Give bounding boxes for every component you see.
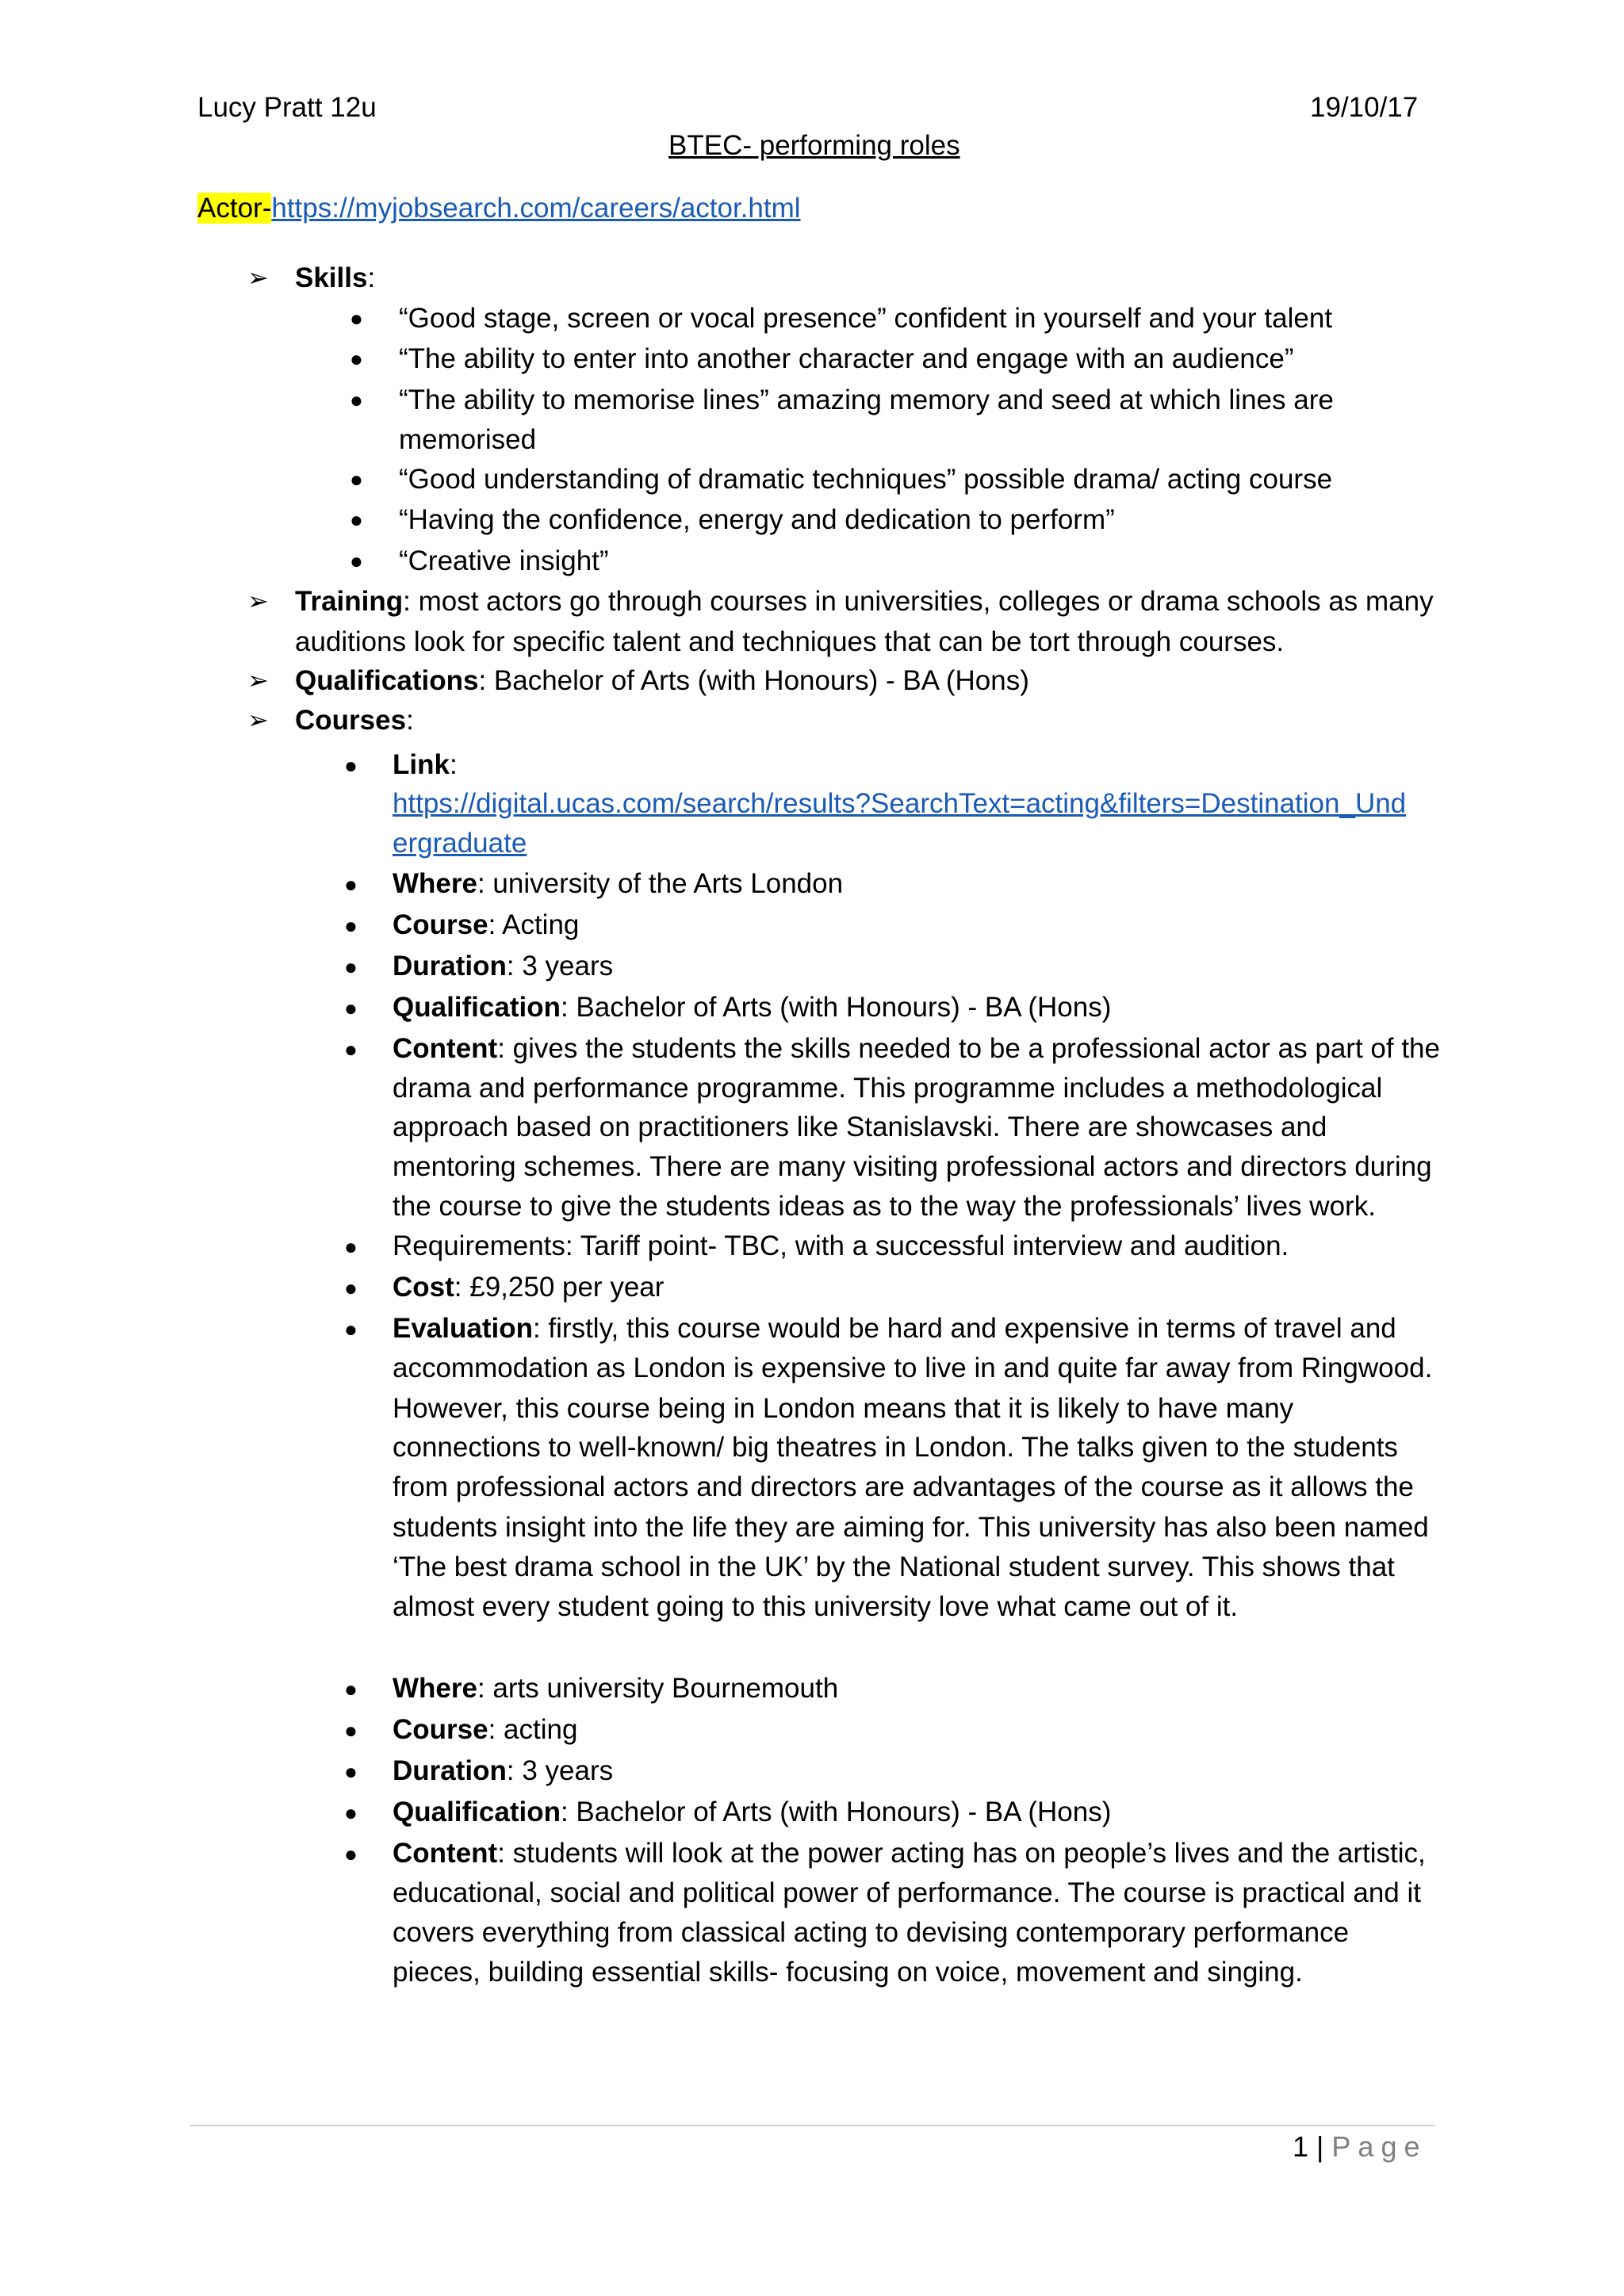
- course-duration: Duration: 3 years: [393, 951, 614, 982]
- actor-link[interactable]: https://myjobsearch.com/careers/actor.html: [271, 193, 801, 224]
- course2-name: Course: acting: [393, 1714, 578, 1745]
- page-footer: [1293, 2130, 1427, 2163]
- course2-qualification: Qualification: Bachelor of Arts (with Honours) - BA (Hons): [393, 1797, 1112, 1827]
- bullet-icon: ●: [344, 1677, 358, 1701]
- course-where: Where: university of the Arts London: [393, 868, 844, 899]
- evaluation-line: However, this course being in London means that it is likely to have many: [393, 1393, 1294, 1424]
- bullet-icon: ●: [350, 467, 363, 492]
- course2-duration: Duration: 3 years: [393, 1755, 614, 1786]
- arrow-bullet-icon: ➢: [247, 263, 269, 292]
- bullet-icon: ●: [344, 1759, 358, 1784]
- bullet-icon: ●: [344, 1276, 358, 1300]
- bullet-icon: ●: [344, 1718, 358, 1743]
- course2-content-line: covers everything from classical acting to devising contemporary performance: [393, 1917, 1350, 1948]
- course-content-line: mentoring schemes. There are many visiting professional actors and directors during: [393, 1151, 1432, 1182]
- bullet-icon: ●: [350, 507, 363, 532]
- author-name: Lucy Pratt 12u: [197, 92, 377, 123]
- footer-separator: |: [1316, 2130, 1324, 2163]
- training-line-continued: auditions look for specific talent and techniques that can be tort through courses.: [295, 626, 1285, 657]
- course-evaluation: Evaluation: firstly, this course would be hard and expensive in terms of travel and: [393, 1313, 1396, 1344]
- skill-item: “The ability to enter into another character and engage with an audience”: [399, 343, 1294, 374]
- bullet-icon: ●: [344, 872, 358, 897]
- actor-label: Actor-: [197, 193, 272, 224]
- ucas-link-continued[interactable]: ergraduate: [393, 828, 527, 859]
- course2-content-line: pieces, building essential skills- focusing on voice, movement and singing.: [393, 1957, 1303, 1988]
- skill-item: “Creative insight”: [399, 545, 609, 576]
- skill-item: “Good stage, screen or vocal presence” confident in yourself and your talent: [399, 303, 1333, 334]
- page-word: Page: [1331, 2130, 1427, 2163]
- skill-item: “Good understanding of dramatic techniques” possible drama/ acting course: [399, 464, 1333, 495]
- bullet-icon: ●: [350, 388, 363, 412]
- course-content: Content: gives the students the skills needed to be a professional actor as part of the: [393, 1033, 1440, 1064]
- page-title: BTEC- performing roles: [668, 130, 960, 161]
- skills-heading: Skills:: [295, 262, 376, 293]
- skill-item: “The ability to memorise lines” amazing memory and seed at which lines are: [399, 385, 1334, 415]
- course-link-label: Link:: [393, 749, 458, 780]
- qualifications-line: Qualifications: Bachelor of Arts (with Honours) - BA (Hons): [295, 665, 1029, 696]
- courses-heading: Courses:: [295, 705, 414, 736]
- bullet-icon: ●: [344, 1037, 358, 1062]
- evaluation-line: connections to well-known/ big theatres in London. The talks given to the students: [393, 1432, 1398, 1463]
- skill-item-continued: memorised: [399, 424, 537, 455]
- bullet-icon: ●: [344, 1842, 358, 1866]
- course2-content: Content: students will look at the power acting has on people’s lives and the artistic,: [393, 1838, 1426, 1869]
- footer-divider: [190, 2125, 1435, 2126]
- evaluation-line: almost every student going to this university love what came out of it.: [393, 1591, 1239, 1622]
- course-content-line: drama and performance programme. This programme includes a methodological: [393, 1073, 1383, 1104]
- course-content-line: the course to give the students ideas as to the way the professionals’ lives work.: [393, 1191, 1376, 1222]
- course-qualification: Qualification: Bachelor of Arts (with Honours) - BA (Hons): [393, 992, 1112, 1023]
- document-date: 19/10/17: [1310, 92, 1419, 123]
- bullet-icon: ●: [344, 1800, 358, 1825]
- training-line: Training: most actors go through courses in universities, colleges or drama schools as many: [295, 586, 1434, 617]
- bullet-icon: ●: [350, 346, 363, 371]
- bullet-icon: ●: [350, 549, 363, 573]
- course2-where: Where: arts university Bournemouth: [393, 1673, 839, 1704]
- bullet-icon: ●: [344, 955, 358, 979]
- course-requirements: Requirements: Tariff point- TBC, with a successful interview and audition.: [393, 1230, 1289, 1261]
- bullet-icon: ●: [344, 996, 358, 1020]
- evaluation-line: accommodation as London is expensive to live in and quite far away from Ringwood.: [393, 1353, 1433, 1383]
- skill-item: “Having the confidence, energy and dedication to perform”: [399, 504, 1115, 535]
- course-name: Course: Acting: [393, 909, 580, 940]
- evaluation-line: ‘The best drama school in the UK’ by the National student survey. This shows that: [393, 1552, 1395, 1582]
- bullet-icon: ●: [344, 913, 358, 938]
- arrow-bullet-icon: ➢: [247, 706, 269, 734]
- arrow-bullet-icon: ➢: [247, 666, 269, 695]
- actor-heading: [197, 194, 801, 222]
- bullet-icon: ●: [344, 1234, 358, 1259]
- ucas-link[interactable]: https://digital.ucas.com/search/results?SearchText=acting&filters=Destination_Und: [393, 788, 1407, 819]
- course-content-line: approach based on practitioners like Stanislavski. There are showcases and: [393, 1112, 1327, 1142]
- evaluation-line: from professional actors and directors are advantages of the course as it allows the: [393, 1471, 1414, 1502]
- bullet-icon: ●: [350, 306, 363, 331]
- arrow-bullet-icon: ➢: [247, 587, 269, 615]
- course2-content-line: educational, social and political power of performance. The course is practical and it: [393, 1877, 1421, 1908]
- course-cost: Cost: £9,250 per year: [393, 1272, 665, 1303]
- bullet-icon: ●: [344, 1317, 358, 1341]
- evaluation-line: students insight into the life they are aiming for. This university has also been named: [393, 1512, 1429, 1543]
- page-number: 1: [1293, 2130, 1309, 2163]
- bullet-icon: ●: [344, 753, 358, 778]
